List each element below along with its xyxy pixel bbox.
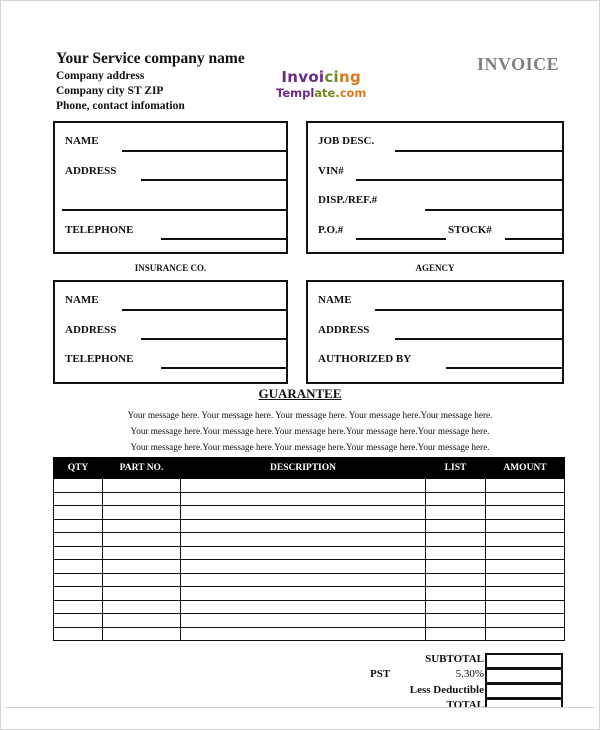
table-row	[54, 627, 565, 641]
authorized-by-field[interactable]	[446, 367, 564, 369]
table-row	[54, 479, 565, 493]
logo-text: com	[339, 86, 367, 100]
table-cell-amount[interactable]	[486, 519, 565, 533]
column-header-qty: QTY	[54, 458, 103, 479]
invoicing-template-logo	[276, 69, 366, 101]
table-cell-part-no[interactable]	[103, 492, 181, 506]
agency-name-field[interactable]	[375, 309, 564, 311]
pst-label: PST	[370, 668, 391, 680]
job-desc-field[interactable]	[395, 150, 564, 152]
company-address: Company address	[56, 70, 145, 82]
insurance-telephone-label: TELEPHONE	[65, 353, 134, 365]
table-cell-description[interactable]	[181, 479, 426, 493]
customer-address-field-2[interactable]	[62, 209, 287, 211]
logo-text: Templ	[276, 86, 315, 100]
table-cell-part-no[interactable]	[103, 560, 181, 574]
table-cell-amount[interactable]	[486, 587, 565, 601]
less-deductible-label: Less Deductible	[409, 684, 484, 696]
less-deductible-field[interactable]	[485, 683, 563, 699]
table-cell-list[interactable]	[426, 492, 486, 506]
table-cell-part-no[interactable]	[103, 546, 181, 560]
table-cell-amount[interactable]	[486, 492, 565, 506]
table-cell-description[interactable]	[181, 573, 426, 587]
company-name: Your Service company name	[56, 50, 245, 67]
total-field[interactable]	[485, 698, 563, 707]
table-cell-qty[interactable]	[54, 492, 103, 506]
company-city: Company city ST ZIP	[56, 85, 164, 97]
table-row	[54, 492, 565, 506]
authorized-by-label: AUTHORIZED BY	[318, 353, 412, 365]
customer-name-label: NAME	[65, 135, 99, 147]
line-items-table	[53, 457, 565, 641]
logo-text: ate.	[314, 86, 340, 100]
stock-label: STOCK#	[448, 224, 492, 236]
table-row	[54, 600, 565, 614]
guarantee-message-line: Your message here. Your message here. Your message here. Your message here.Your message here.	[127, 410, 493, 420]
column-header-description: DESCRIPTION	[181, 458, 426, 479]
table-cell-description[interactable]	[181, 533, 426, 547]
customer-telephone-field[interactable]	[161, 238, 287, 240]
agency-name-label: NAME	[318, 294, 352, 306]
table-row	[54, 614, 565, 628]
logo-text: ng	[339, 68, 362, 86]
table-cell-qty[interactable]	[54, 614, 103, 628]
table-cell-description[interactable]	[181, 560, 426, 574]
table-cell-qty[interactable]	[54, 506, 103, 520]
table-cell-qty[interactable]	[54, 560, 103, 574]
company-phone: Phone, contact infomation	[56, 100, 185, 112]
insurance-name-label: NAME	[65, 294, 99, 306]
table-row	[54, 546, 565, 560]
table-cell-amount[interactable]	[486, 614, 565, 628]
job-desc-label: JOB DESC.	[318, 135, 375, 147]
agency-address-field[interactable]	[395, 338, 564, 340]
table-row	[54, 573, 565, 587]
vin-label: VIN#	[318, 165, 344, 177]
table-cell-description[interactable]	[181, 614, 426, 628]
customer-address-label: ADDRESS	[65, 165, 117, 177]
table-row	[54, 519, 565, 533]
guarantee-message-line: Your message here.Your message here.Your message here.Your message here.Your message here.	[130, 426, 490, 436]
logo-text: Invoi	[281, 68, 325, 86]
invoice-title: INVOICE	[477, 54, 560, 74]
agency-section-label: AGENCY	[415, 263, 455, 273]
table-cell-qty[interactable]	[54, 519, 103, 533]
table-cell-amount[interactable]	[486, 546, 565, 560]
table-body	[54, 479, 565, 641]
insurance-address-label: ADDRESS	[65, 324, 117, 336]
table-cell-description[interactable]	[181, 546, 426, 560]
table-cell-part-no[interactable]	[103, 627, 181, 641]
insurance-name-field[interactable]	[122, 309, 287, 311]
table-cell-list[interactable]	[426, 573, 486, 587]
table-row	[54, 587, 565, 601]
table-cell-part-no[interactable]	[103, 519, 181, 533]
column-header-part-no: PART NO.	[103, 458, 181, 479]
po-label: P.O.#	[318, 224, 344, 236]
pst-field[interactable]	[485, 668, 563, 684]
table-cell-list[interactable]	[426, 587, 486, 601]
table-cell-list[interactable]	[426, 533, 486, 547]
guarantee-message-line: Your message here.Your message here.Your message here.Your message here.Your message here.	[130, 442, 490, 452]
table-cell-amount[interactable]	[486, 533, 565, 547]
table-cell-description[interactable]	[181, 627, 426, 641]
table-cell-part-no[interactable]	[103, 614, 181, 628]
table-cell-amount[interactable]	[486, 573, 565, 587]
customer-name-field[interactable]	[122, 150, 287, 152]
table-cell-amount[interactable]	[486, 479, 565, 493]
table-cell-list[interactable]	[426, 546, 486, 560]
guarantee-title: GUARANTEE	[258, 386, 342, 401]
table-cell-list[interactable]	[426, 627, 486, 641]
table-cell-qty[interactable]	[54, 479, 103, 493]
table-cell-amount[interactable]	[486, 560, 565, 574]
table-cell-qty[interactable]	[54, 546, 103, 560]
insurance-address-field[interactable]	[141, 338, 287, 340]
stock-field[interactable]	[505, 238, 564, 240]
logo-text: ci	[324, 68, 339, 86]
column-header-list: LIST	[426, 458, 486, 479]
table-row	[54, 533, 565, 547]
disp-ref-field[interactable]	[425, 209, 564, 211]
insurance-section-label: INSURANCE CO.	[134, 263, 207, 273]
page-edge-divider	[6, 707, 594, 708]
table-header-row	[54, 458, 565, 479]
table-cell-list[interactable]	[426, 479, 486, 493]
table-cell-qty[interactable]	[54, 573, 103, 587]
table-cell-part-no[interactable]	[103, 533, 181, 547]
total-label: TOTAL	[446, 699, 484, 707]
customer-address-field[interactable]	[141, 179, 287, 181]
table-cell-description[interactable]	[181, 492, 426, 506]
table-cell-part-no[interactable]	[103, 587, 181, 601]
table-cell-amount[interactable]	[486, 506, 565, 520]
guarantee-heading	[0, 386, 600, 402]
table-cell-part-no[interactable]	[103, 506, 181, 520]
table-row	[54, 560, 565, 574]
agency-address-label: ADDRESS	[318, 324, 370, 336]
table-cell-amount[interactable]	[486, 600, 565, 614]
table-cell-description[interactable]	[181, 587, 426, 601]
subtotal-label: SUBTOTAL	[425, 653, 484, 665]
table-cell-qty[interactable]	[54, 627, 103, 641]
insurance-telephone-field[interactable]	[161, 367, 287, 369]
subtotal-field[interactable]	[485, 653, 563, 669]
disp-ref-label: DISP./REF.#	[318, 194, 378, 206]
table-cell-description[interactable]	[181, 519, 426, 533]
po-field[interactable]	[356, 238, 446, 240]
column-header-amount: AMOUNT	[486, 458, 565, 479]
table-cell-qty[interactable]	[54, 533, 103, 547]
table-cell-list[interactable]	[426, 614, 486, 628]
table-cell-qty[interactable]	[54, 587, 103, 601]
pst-rate: 5.30%	[455, 668, 484, 680]
customer-telephone-label: TELEPHONE	[65, 224, 134, 236]
table-cell-list[interactable]	[426, 560, 486, 574]
table-cell-qty[interactable]	[54, 600, 103, 614]
table-cell-part-no[interactable]	[103, 600, 181, 614]
table-cell-description[interactable]	[181, 600, 426, 614]
table-cell-part-no[interactable]	[103, 479, 181, 493]
table-cell-list[interactable]	[426, 519, 486, 533]
table-cell-list[interactable]	[426, 506, 486, 520]
table-cell-amount[interactable]	[486, 627, 565, 641]
table-cell-list[interactable]	[426, 600, 486, 614]
table-row	[54, 506, 565, 520]
table-cell-part-no[interactable]	[103, 573, 181, 587]
table-cell-description[interactable]	[181, 506, 426, 520]
vin-field[interactable]	[356, 179, 564, 181]
